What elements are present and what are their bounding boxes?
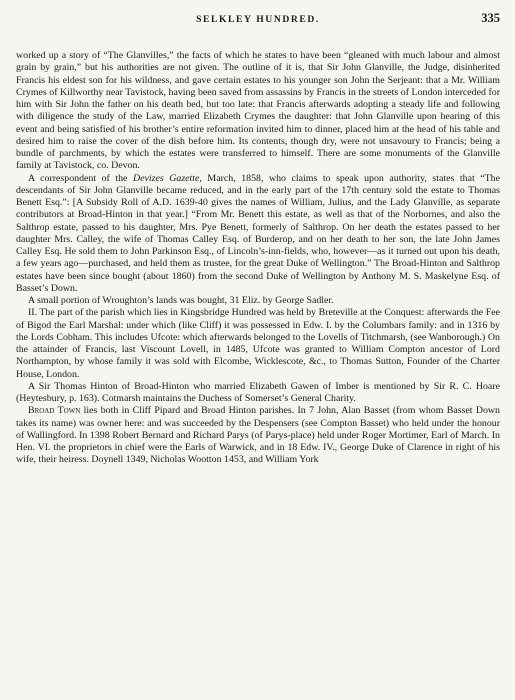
paragraph-text: lies both in Cliff Pipard and Broad Hinton parishes. In 7 John, Alan Basset (from whom Basset Down takes its name) was owner here: and was succeeded by the Despensers (see Compton Basset) who held under the honour of Wallingford. In 1398 Robert Bernard and Richard Parys (of Parys-place) held under Roger Mortimer, Earl of March. In Hen. VI. the proprietors in chief were the Earls of Warwick, and in 18 Edw. IV., George Duke of Clarence in right of his wife, their heiress. Doynell 1349, Nicholas Wootton 1453, and William York [16,405,500,466]
paragraph-text: A small portion of Wroughton’s lands was bought, 31 Eliz. by George Sadler. [28,295,334,306]
paragraph-text: II. The part of the parish which lies in Kingsbridge Hundred was held by Breteville at the Conquest: afterwards the Fee of Bigod the Earl Marshal: under which (like Cliff) it was possessed in Edw. I. by the Columbars family: and in 1316 by the Lords Cobham. This includes Ufcote: which afterwards belonged to the Lovells of Titchmarsh, (see Wanborough.) On the attainder of Francis, last Viscount Lovell, in 1485, Ufcote was granted to William Compton ancestor of Lord Northampton, by whose family it was sold with Elcombe, Wicklescote, &c., to Thomas Sutton, Founder of the Charter House, London. [16,307,500,380]
paragraph-broad-town [16,405,500,466]
page-header [16,8,500,30]
newspaper-title: Devizes Gazette [133,172,200,184]
paragraph-sir-thomas-hinton [16,381,500,406]
paragraph-wroughton-lands [16,295,500,307]
page-number: 335 [481,11,500,25]
paragraph-text: A correspondent of the [28,172,133,184]
paragraph-text: , March, 1858, who claims to speak upon authority, states that “The descendants of Sir John Glanville became reduced, and in the early part of the 17th century sold the estate to Thomas Benett Esq.”: [A Subsidy Roll of A.D. 1639-40 gives the names of William, Julius, and the Lady Glanville, as separate contributors at Broad-Hinton in that year.] “From Mr. Benett this estate, as well as that of the Norbornes, and also the Salthrop estate, passed to his daughter, Mrs. Pye Benett, formerly of Salthrop. On her death the estates passed to her daughter Mrs. Calley, the wife of Thomas Calley Esq. of Burderop, and on her death to her son, the late John James Calley Esq. He sold them to John Parkinson Esq., of Lincoln’s-inn-fields, who, however—as it turned out upon his death, a few years ago—purchased, and held them as trustee, for the great Duke of Wellington.” The Broad-Hinton and Salthrop estates have been since bought (about 1860) from the second Duke of Wellington by Anthony M. S. Maskelyne Esq. of Basset’s Down. [16,172,500,294]
paragraph-text: worked up a story of “The Glanvilles,” the facts of which he states to have been “gleaned with much labour and almost grain by grain,” but his authorities are not given. The outline of it is, that Sir John Glanville, the Judge, disinherited Francis his eldest son for his wildness, and gave certain estates to his younger son John the Serjeant: that a Mr. William Crymes of Killworthy near Tavistock, having been saved from assassins by Francis in the streets of London interceded for him with Sir John the father on his death bed, but too late: that Francis afterwards adopting a steady life and following with diligence the study of the Law, married Elizabeth Crymes the daughter: that John Glanville upon hearing of this event and being satisfied of his brother’s entire reformation invited him to dinner, placed him at the head of his table and desired him to raise the cover of the dish before him. Its contents, though dry, were not unsavoury to Francis; being a bundle of parchments, by which the estates were transferred to himself. There are some monuments of the Glanville family at Tavistock, co. Devon. [16,50,500,172]
place-heading: Broad Town [28,405,81,417]
body-text [16,50,500,467]
paragraph-text: A Sir Thomas Hinton of Broad-Hinton who married Elizabeth Gawen of Imber is mentioned by Sir R. C. Hoare (Heytesbury, p. 163). Cotmarsh maintains the Duchess of Somerset’s General Charity. [16,380,500,404]
paragraph-devizes-gazette [16,173,500,296]
paragraph-glanvilles-story [16,50,500,173]
running-head: SELKLEY HUNDRED. [196,14,320,25]
paragraph-kingsbridge-hundred [16,307,500,381]
